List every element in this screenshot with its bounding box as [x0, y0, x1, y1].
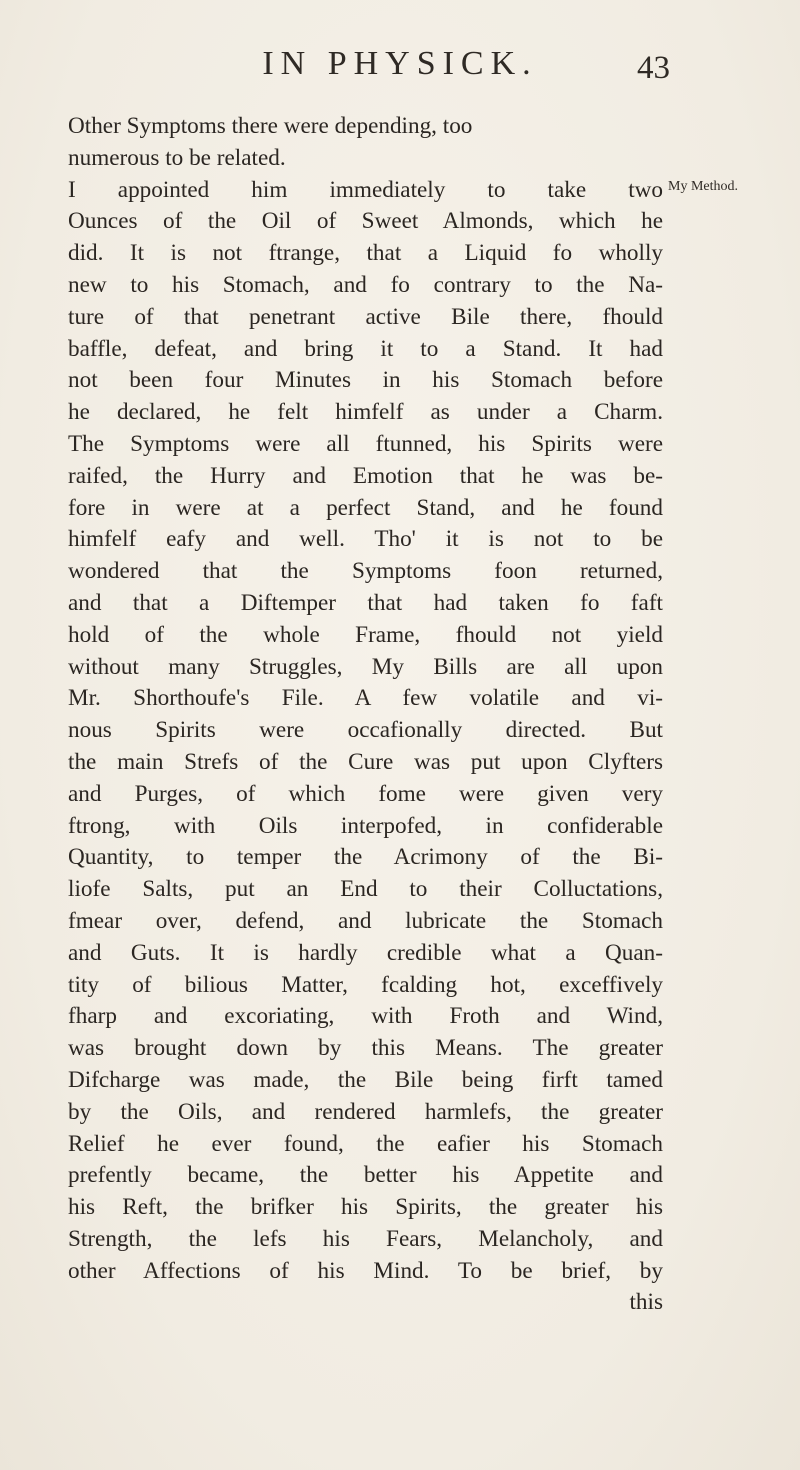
- text-line: wondered that the Symptoms foon returned,: [68, 558, 663, 585]
- text-line: fore in were at a perfect Stand, and he found: [68, 494, 663, 521]
- text-line: Other Symptoms there were depending, too: [68, 113, 473, 139]
- text-line: was brought down by this Means. The greater: [68, 1035, 663, 1062]
- running-title: IN PHYSICK.: [262, 45, 538, 82]
- text-line: and that a Diftemper that had taken fo faft: [68, 589, 663, 616]
- text-line: ftrong, with Oils interpofed, in confiderable: [68, 812, 663, 839]
- text-line: he declared, he felt himfelf as under a Charm.: [68, 399, 663, 426]
- text-line: Strength, the lefs his Fears, Melancholy, and: [68, 1225, 663, 1252]
- text-line: by the Oils, and rendered harmlefs, the greater: [68, 1098, 663, 1125]
- catchword: this: [629, 1289, 663, 1316]
- text-line: without many Struggles, My Bills are all upon: [68, 653, 663, 680]
- text-line: prefently became, the better his Appetite and: [68, 1162, 663, 1189]
- text-line: himfelf eafy and well. Tho' it is not to be: [68, 526, 663, 553]
- running-head: [0, 44, 800, 88]
- text-line: Quantity, to temper the Acrimony of the Bi-: [68, 844, 663, 871]
- text-line: Difcharge was made, the Bile being firft tamed: [68, 1066, 663, 1093]
- text-line: did. It is not ftrange, that a Liquid fo wholly: [68, 240, 663, 267]
- text-line: hold of the whole Frame, fhould not yield: [68, 621, 663, 648]
- text-line: Ounces of the Oil of Sweet Almonds, which he: [68, 208, 663, 235]
- text-line: new to his Stomach, and fo contrary to the Na-: [68, 271, 663, 298]
- text-line: baffle, defeat, and bring it to a Stand. It had: [68, 335, 663, 362]
- text-line: nous Spirits were occafionally directed. But: [68, 717, 663, 744]
- text-line: his Reft, the brifker his Spirits, the greater his: [68, 1194, 663, 1221]
- text-line: fmear over, defend, and lubricate the Stomach: [68, 907, 663, 934]
- text-line: liofe Salts, put an End to their Colluctations,: [68, 876, 663, 903]
- text-line: Mr. Shorthoufe's File. A few volatile and vi-: [68, 685, 663, 712]
- text-line: Relief he ever found, the eafier his Stomach: [68, 1130, 663, 1157]
- text-line: I appointed him immediately to take two: [68, 176, 663, 203]
- text-line: and Purges, of which fome were given very: [68, 780, 663, 807]
- text-line: fharp and excoriating, with Froth and Wind,: [68, 1003, 663, 1030]
- body-text: [68, 111, 663, 1319]
- text-line: The Symptoms were all ftunned, his Spirits were: [68, 430, 663, 457]
- text-line: ture of that penetrant active Bile there, fhould: [68, 303, 663, 330]
- text-line: other Affections of his Mind. To be brief, by: [68, 1257, 663, 1284]
- text-line: tity of bilious Matter, fcalding hot, exceffively: [68, 971, 663, 998]
- text-line: numerous to be related.: [68, 144, 286, 171]
- page-number: 43: [637, 50, 670, 86]
- text-line: and Guts. It is hardly credible what a Quan-: [68, 939, 663, 966]
- text-line: raifed, the Hurry and Emotion that he was be-: [68, 462, 663, 489]
- marginal-note: My Method.: [668, 179, 738, 194]
- text-line: not been four Minutes in his Stomach before: [68, 367, 663, 394]
- text-line: the main Strefs of the Cure was put upon Clyfters: [68, 748, 663, 775]
